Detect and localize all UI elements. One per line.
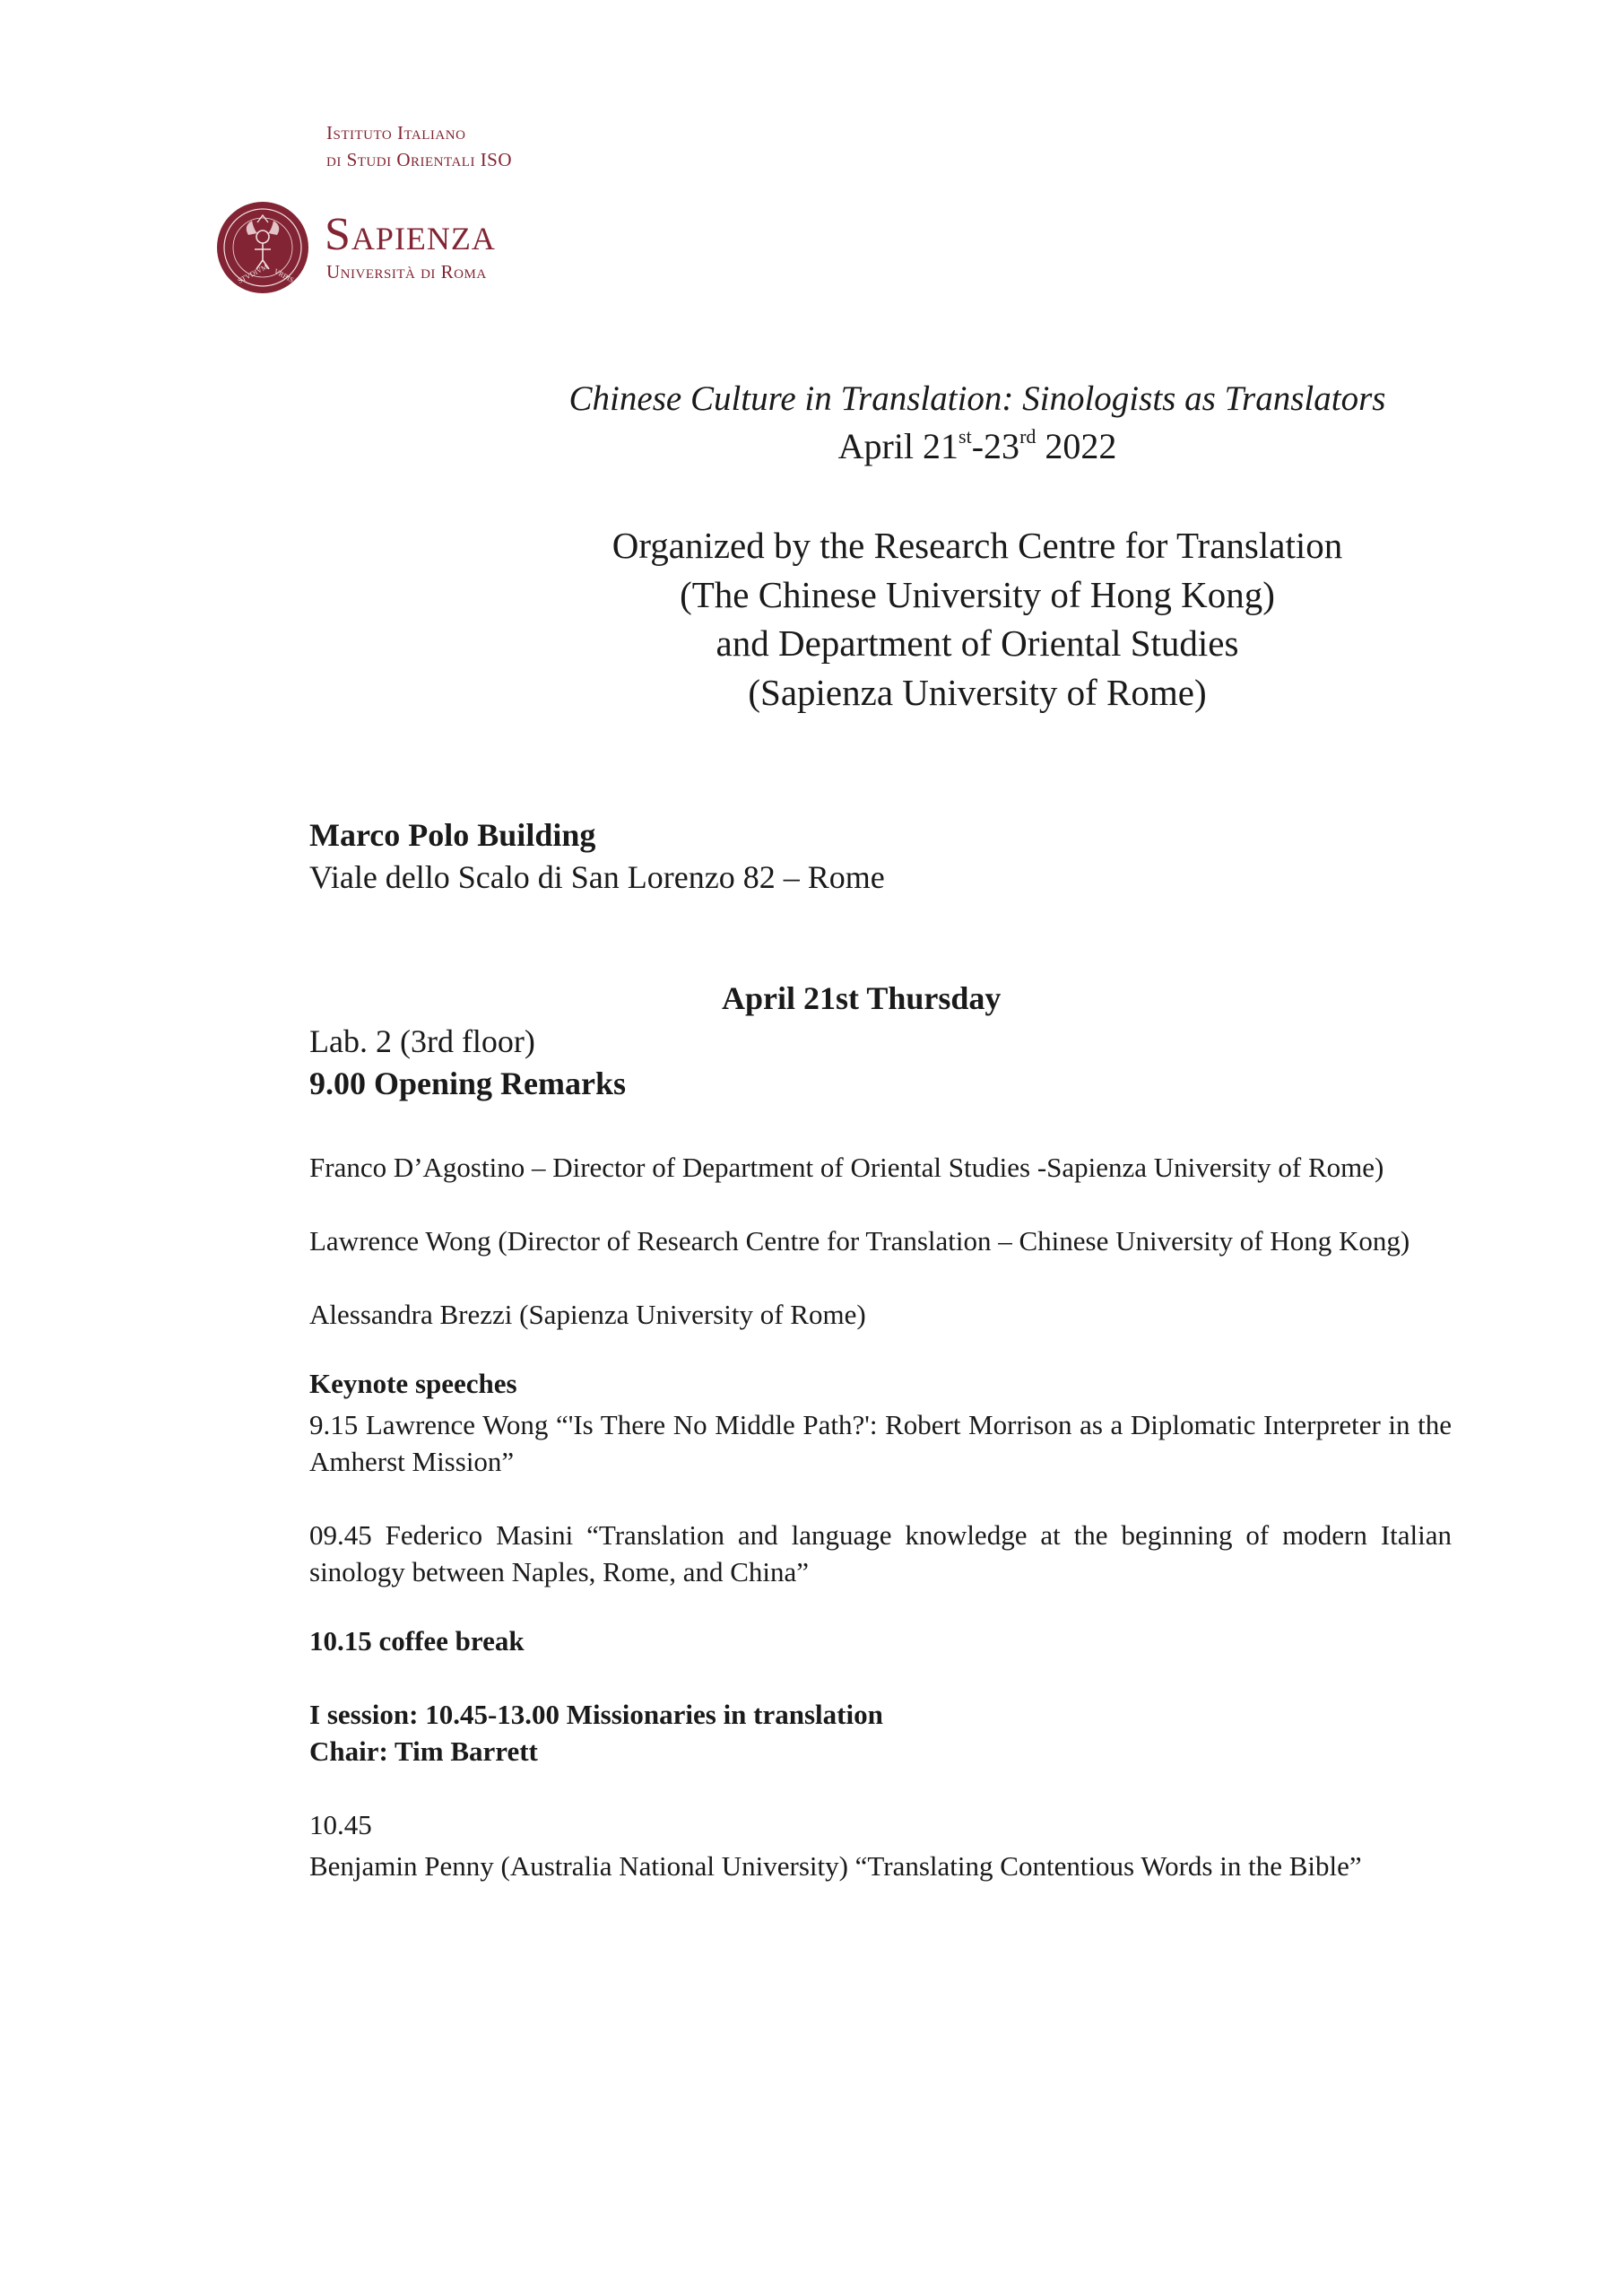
conference-dates: April 21st-23rd 2022 <box>837 425 1117 466</box>
sapienza-seal-logo <box>216 201 309 294</box>
speaker-item: Alessandra Brezzi (Sapienza University of Rome) <box>309 1299 866 1330</box>
svg-text:VRBIS: VRBIS <box>273 266 296 284</box>
venue-building: Marco Polo Building <box>309 817 596 853</box>
institute-name-line2: di Studi Orientali ISO <box>326 149 513 170</box>
coffee-break: 10.15 coffee break <box>309 1625 525 1657</box>
institute-name-line1: Istituto Italiano <box>326 122 466 144</box>
speaker-item: Lawrence Wong (Director of Research Centre for Translation – Chinese University of Hong Kong) <box>309 1225 1410 1257</box>
keynote-item: 9.15 Lawrence Wong “'Is There No Middle Path?': Robert Morrison as a Diplomatic Interpreter in the Amherst Mission” <box>309 1409 1452 1477</box>
conference-title: Chinese Culture in Translation: Sinologists as Translators <box>568 379 1386 418</box>
day-heading: April 21st Thursday <box>722 980 1002 1016</box>
session-title: I session: 10.45-13.00 Missionaries in translation <box>309 1699 883 1730</box>
talk-item: Benjamin Penny (Australia National University) “Translating Contentious Words in the Bible” <box>309 1850 1362 1882</box>
session-chair: Chair: Tim Barrett <box>309 1735 538 1767</box>
room-label: Lab. 2 (3rd floor) <box>309 1023 535 1059</box>
venue-address: Viale dello Scalo di San Lorenzo 82 – Rome <box>309 859 885 895</box>
organizer-line-2: (The Chinese University of Hong Kong) <box>680 574 1275 615</box>
speaker-item: Franco D’Agostino – Director of Department of Oriental Studies -Sapienza University of Rome) <box>309 1152 1384 1183</box>
talk-time: 10.45 <box>309 1809 372 1840</box>
university-name-logo: Sapienza <box>325 209 496 260</box>
university-subtitle: Università di Roma <box>326 261 487 283</box>
organizer-line-1: Organized by the Research Centre for Translation <box>612 525 1343 566</box>
organizer-line-3: and Department of Oriental Studies <box>716 622 1239 664</box>
svg-text:STVDIVM: STVDIVM <box>236 262 270 285</box>
opening-remarks-heading: 9.00 Opening Remarks <box>309 1065 627 1101</box>
organizer-line-4: (Sapienza University of Rome) <box>748 672 1207 713</box>
keynote-heading: Keynote speeches <box>309 1368 517 1399</box>
keynote-item: 09.45 Federico Masini “Translation and language knowledge at the beginning of modern Italian sinology between Naples, Rome, and China” <box>309 1519 1452 1587</box>
